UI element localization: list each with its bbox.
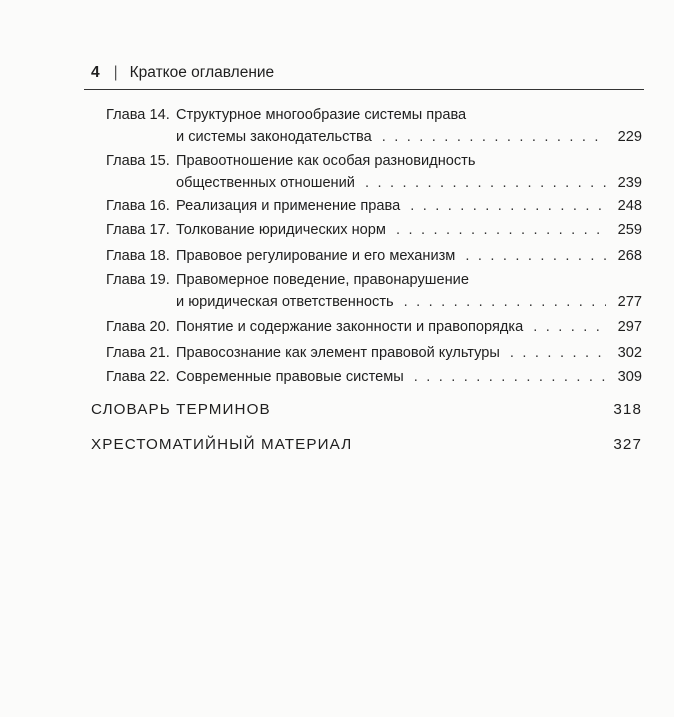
section-title: ХРЕСТОМАТИЙНЫЙ МАТЕРИАЛ xyxy=(91,436,353,453)
leader-dots xyxy=(396,219,606,241)
toc-entry-title-line1: Структурное многообразие системы права xyxy=(176,107,467,123)
leader-dots xyxy=(404,291,606,313)
toc-entry-title-line2: и юридическая ответственность xyxy=(176,294,394,310)
leader-dots xyxy=(382,126,606,148)
toc-entry-title-line2: и системы законодательства xyxy=(176,129,372,145)
toc-entry-page: 248 xyxy=(617,198,642,214)
leader-dots xyxy=(365,172,606,194)
toc-entry-label: Глава 21. xyxy=(106,345,170,361)
header-separator: | xyxy=(113,64,118,81)
toc-entry-label: Глава 15. xyxy=(106,153,170,169)
page-number: 4 xyxy=(91,64,100,81)
toc-entry-label: Глава 20. xyxy=(106,319,170,335)
toc-entry-label: Глава 14. xyxy=(106,107,170,123)
toc-entry-label: Глава 18. xyxy=(106,248,170,264)
section-page: 327 xyxy=(613,436,642,453)
toc-entry-title-line1: Правоотношение как особая разновидность xyxy=(176,153,476,169)
toc-entry-title-line1: Современные правовые системы xyxy=(176,369,404,385)
toc-entry-page: 302 xyxy=(617,345,642,361)
leader-dots xyxy=(533,316,606,338)
toc-entry-page: 297 xyxy=(617,319,642,335)
toc-section-reader xyxy=(91,436,642,453)
toc-entry-title-line1: Понятие и содержание законности и правопорядка xyxy=(176,319,524,335)
toc-entry-page: 309 xyxy=(617,369,642,385)
toc-entry-label: Глава 16. xyxy=(106,198,170,214)
toc-entry-page: 268 xyxy=(617,248,642,264)
toc-entry-label: Глава 22. xyxy=(106,369,170,385)
toc-entry-title-line2: общественных отношений xyxy=(176,175,355,191)
header-rule xyxy=(84,89,644,90)
leader-dots xyxy=(510,342,606,364)
toc-entry-page: 239 xyxy=(617,175,642,191)
header-title: Краткое оглавление xyxy=(129,64,275,81)
leader-dots xyxy=(465,245,606,267)
toc-entry-title-line1: Правосознание как элемент правовой культуры xyxy=(176,345,500,361)
toc-entry-title-line1: Правомерное поведение, правонарушение xyxy=(176,272,469,288)
toc-entry-page: 259 xyxy=(617,222,642,238)
toc-section-glossary xyxy=(91,401,642,418)
toc-entry-title-line1: Толкование юридических норм xyxy=(176,222,386,238)
toc-entry-label: Глава 19. xyxy=(106,272,170,288)
section-title: СЛОВАРЬ ТЕРМИНОВ xyxy=(91,401,271,418)
toc-entry-title-line1: Реализация и применение права xyxy=(176,198,401,214)
running-header xyxy=(91,64,274,82)
leader-dots xyxy=(410,195,606,217)
toc-entry-page: 277 xyxy=(617,294,642,310)
toc-entry-page: 229 xyxy=(617,129,642,145)
toc-entry-title-line1: Правовое регулирование и его механизм xyxy=(176,248,456,264)
toc-entry-label: Глава 17. xyxy=(106,222,170,238)
leader-dots xyxy=(414,366,606,388)
section-page: 318 xyxy=(613,401,642,418)
